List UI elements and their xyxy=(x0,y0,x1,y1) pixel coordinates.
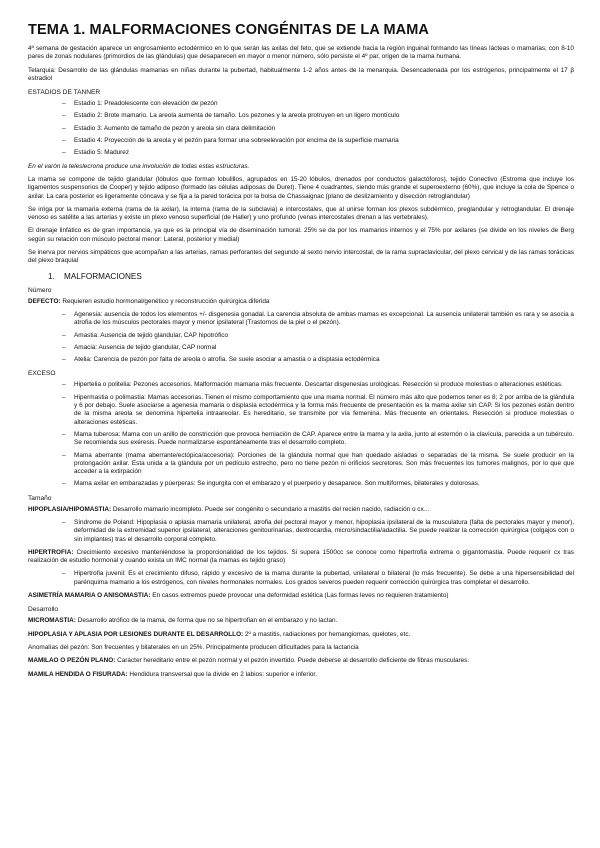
exceso-subheading: EXCESO xyxy=(28,370,56,378)
composicion-paragraph: La mama se compone de tejido glandular (lóbulos que forman lobulillos, agrupados en 15-20 lóbulos, drenados por conductos galactóforos), tejido Conectivo (Estroma que incluye los ligamentos suspensorios de Cooper) y tejido adiposo (formado las células adiposas de Duret). Tiene 4 cuadrantes, siendo más grande el superoexterno (60%), que incluye la cola de Spence o axilar. La cara posterior es ligeramente cóncava y se fija a la pared torácica por la bolsa de Chassaignac (plano de deslizamiento y disección retroglandular) xyxy=(28,175,574,200)
list-item: – Estadio 4: Proyección de la areola y el pezón para formar una sobreelevación por encima de la superficie mamaria xyxy=(28,137,574,145)
irrigacion-paragraph: Se irriga por la mamaria externa (rama de la axilar), la interna (rama de la subclavia) e intercostales, que al unirse forman los plexos subdérmico, preglandular y retroglandular. El drenaje venoso es satélite a las arterias y existe un plexo venoso superficial (de Haller) y uno profundo (venas intercostales drenan a las vertebrales). xyxy=(28,205,574,222)
list-item: – Mama tuberosa: Mama con un anillo de constricción que provoca herniación de CAP. Aparece entre la mama y la axila, junto al esternón o la clavícula, parecida a un tubérculo. Se recomienda sus exéresis. Puede normalizarse espontáneamente tras el desarrollo completo. xyxy=(28,431,574,448)
hendida-text: Hendidura transversal que la divide en 2 labios: superior e inferior. xyxy=(127,670,317,678)
mamilao-label: MAMILAO O PEZÓN PLANO: xyxy=(28,657,116,665)
list-item: – Mama axilar en embarazadas y púerperas: Se ingurgita con el embarazo y el puerperio y desaparece. Son multiformes, bilaterales y dolorosas. xyxy=(28,480,574,488)
micromastia-label: MICROMASTIA: xyxy=(28,617,76,625)
hipoplasia-text: Desarrollo mamario incompleto. Puede ser congénito o secundario a mastitis del recién nacido, radiación o cx… xyxy=(111,505,431,513)
hendida-label: MAMILA HENDIDA O FISURADA: xyxy=(28,670,128,678)
defecto-paragraph xyxy=(28,298,574,306)
list-item: – Estadio 2: Brote mamario. La areola aumenta de tamaño. Los pezones y la areola protruyen en un ligero montículo xyxy=(28,112,574,120)
hipertrofia-paragraph xyxy=(28,549,574,566)
hipoplasia-label: HIPOPLASIA/HIPOMASTIA: xyxy=(28,505,112,513)
tamano-subheading: Tamaño xyxy=(28,494,52,502)
linfatico-paragraph: El drenaje linfático es de gran importancia, ya que es la principal vía de diseminación tumoral. 25% se da por los mamarios internos y el 75% por axilares (se divide en los niveles de Berg según su relación con músculo pectoral menor: Lateral, posterior y medial) xyxy=(28,227,574,243)
tanner-list xyxy=(28,100,574,157)
asimetria-text: En casos extremos puede provocar una deformidad estética (Las formas leves no requieren tratamiento) xyxy=(150,592,449,600)
list-item: – Síndrome de Poland: Hipoplasia o aplasia mamaria unilateral, atrofia del pectoral mayor y menor, hipoplasia ipsilateral de la musculatura (falta de pectorales mayor y menor), deformidad de la extremidad superior ipsilateral, alteraciones genitourinarias, dextrocardia, micro/sindactilia/adactilia. Se puede realizar la corrección quirúrgica (colgajos con o sin implantes) tras el desarrollo corporal completo. xyxy=(28,519,574,544)
list-item: – Mama aberrante (mama aberrante/ectópica/accesoria): Porciones de la glándula normal que han quedado aisladas o separadas de la misma. Se suele producir en la prolongación axilar. Esta unida a la glándula por un pedículo estrecho, pero no tiene pezón ni orificios secretores. Son más frecuentes los tumores malignos, por lo que que acceder a la extirpación xyxy=(28,452,574,477)
defecto-label: DEFECTO: xyxy=(28,297,61,305)
hipoplasia-paragraph xyxy=(28,506,574,514)
anomalias-paragraph: Anomalías del pezón: Son frecuentes y bilaterales en un 25%. Principalmente producen dificultades para la lactancia xyxy=(28,643,359,651)
hendida-paragraph xyxy=(28,671,574,679)
defecto-list xyxy=(28,311,574,364)
tanner-heading: ESTADIOS DE TANNER xyxy=(28,89,101,97)
section-heading xyxy=(28,271,574,282)
exceso-list xyxy=(28,381,574,488)
hipertrofia-label: HIPERTROFIA: xyxy=(28,548,74,556)
desarrollo-subheading: Desarrollo xyxy=(28,606,59,614)
list-item: – Amastia: Ausencia de tejido glandular, CAP hipotrófico xyxy=(28,332,574,340)
list-item: – Hipertrofia juvenil: Es el crecimiento difuso, rápido y excesivo de la mama durante la pubertad, unilateral o bilateral (lo más frecuente). Se debe a una hipersensibilidad del parénquima mamario a los estrógenos, con niveles hormonales normales. Los grados severos pueden requerir corrección quirúrgica tras completar el desarrollo. xyxy=(28,570,574,587)
asimetria-label: ASIMETRÍA MAMARIA O ANISOMASTIA: xyxy=(28,592,151,600)
list-item: – Amacia: Ausencia de tejido glandular, CAP normal xyxy=(28,344,574,352)
hipertrofia-text: Crecimiento excesivo manteniéndose la proporcionalidad de los tejidos. Si supera 1500cc se conoce como hipertrofia extrema o gigantomastia. Puede requerir cx tras realización de estudio hormonal y cuando exista un IMC normal (la mamas es tejido graso) xyxy=(28,548,574,565)
hipoplasia-lesion-text: 2º a mastitis, radiaciones por hemangiomas, quelotes, etc. xyxy=(243,630,411,638)
hipoplasia-lesion-label: HIPOPLASIA Y APLASIA POR LESIONES DURANTE EL DESARROLLO: xyxy=(28,630,244,638)
varon-note: En el varón la teleslecrona produce una involución de todas estas estructuras. xyxy=(28,162,250,170)
list-item: – Estadio 1: Preadolescente con elevación de pezón xyxy=(28,100,574,108)
micromastia-paragraph xyxy=(28,617,574,625)
hipoplasia-list xyxy=(28,519,574,544)
asimetria-paragraph xyxy=(28,592,574,600)
micromastia-text: Desarrollo atrófico de la mama, de forma que no se hipertrofian en el embarazo y no lactan. xyxy=(75,617,338,625)
mamilao-text: Carácter hereditario entre el pezón normal y el pezón invertido. Puede deberse al desarrollo deficiente de fibras musculares. xyxy=(115,657,470,665)
inervacion-paragraph: Se inerva por nervios simpáticos que acompañan a las arterias, ramas perforantes del segundo al sexto nervio intercostal, de la rama supraclavicular, del plexo cervical y de las ramas torácicas del plexo braquial xyxy=(28,249,574,265)
section-number: 1. xyxy=(48,271,55,281)
list-item: – Estadio 3: Aumento de tamaño de pezón y areola sin clara delimitación xyxy=(28,125,574,133)
numero-subheading: Número xyxy=(28,286,52,294)
hipoplasia-lesion-paragraph xyxy=(28,631,574,639)
intro-paragraph: 4ª semana de gestación aparece un engrosamiento ectodérmico en lo que serán las axilas del feto, que se extiende hacia la región inguinal formando las líneas lácteas o mamarias, con 8-10 pares de zonas nodulares (primordios de las glándulas) que desaparecen en mayor o menor número, sólo persiste el 4º par, origen de la mama humana. xyxy=(28,45,574,61)
defecto-text: Requieren estudio hormonal/genético y reconstrucción quirúrgica diferida xyxy=(60,297,270,305)
document-title: TEMA 1. MALFORMACIONES CONGÉNITAS DE LA MAMA xyxy=(28,22,429,38)
mamilao-paragraph xyxy=(28,657,574,665)
list-item: – Agenesia: ausencia de todos los elementos +/- disgenesia gonadal. La carencia absoluta de ambas mamas es excepcional. La ausencia unilateral también es rara y se asocia a atrofia de los músculos pectorales mayor y menor ipsilateral (Trastornos de la piel o el pezón). xyxy=(28,311,574,328)
list-item: – Hipermastia o polimastia: Mamas accesorias. Tienen el mismo comportamiento que una mama normal. El número más alto que podemos tener es 8; 2 por arriba de la glándula y 6 por debajo. Suele asociarse a agenesia mamaria o displasia ectodérmica y la forma más frecuente de presentación es la mama axilar sin CAP. Si los pezones están dentro de la misma areola se denomina hipertelia intraareolar. Es hereditario, se transmite por vía femenina. Más frecuente en orientales. Resección si produce molestias o alteraciones estéticas. xyxy=(28,394,574,427)
list-item: – Hipertelia o politelia: Pezones accesorios. Malformación mamaria más frecuente. Descartar disgenesias urológicas. Resección si produce molestias o alteraciones estéticas. xyxy=(28,381,574,389)
list-item: – Atelia: Carencia de pezón por falta de areola o atrofia. Se suele asociar a amastia o a displasia ectodérmica xyxy=(28,356,574,364)
telarquia-paragraph: Telarquia: Desarrollo de las glándulas mamarias en niñas durante la pubertad, habitualmente 1-2 años antes de la menarquia. Desencadenada por los estrógenos, principalmente el 17 β estradiol xyxy=(28,66,574,82)
section-title: MALFORMACIONES xyxy=(64,271,142,281)
hipertrofia-list xyxy=(28,570,574,587)
list-item: – Estadio 5: Madurez xyxy=(28,149,574,157)
